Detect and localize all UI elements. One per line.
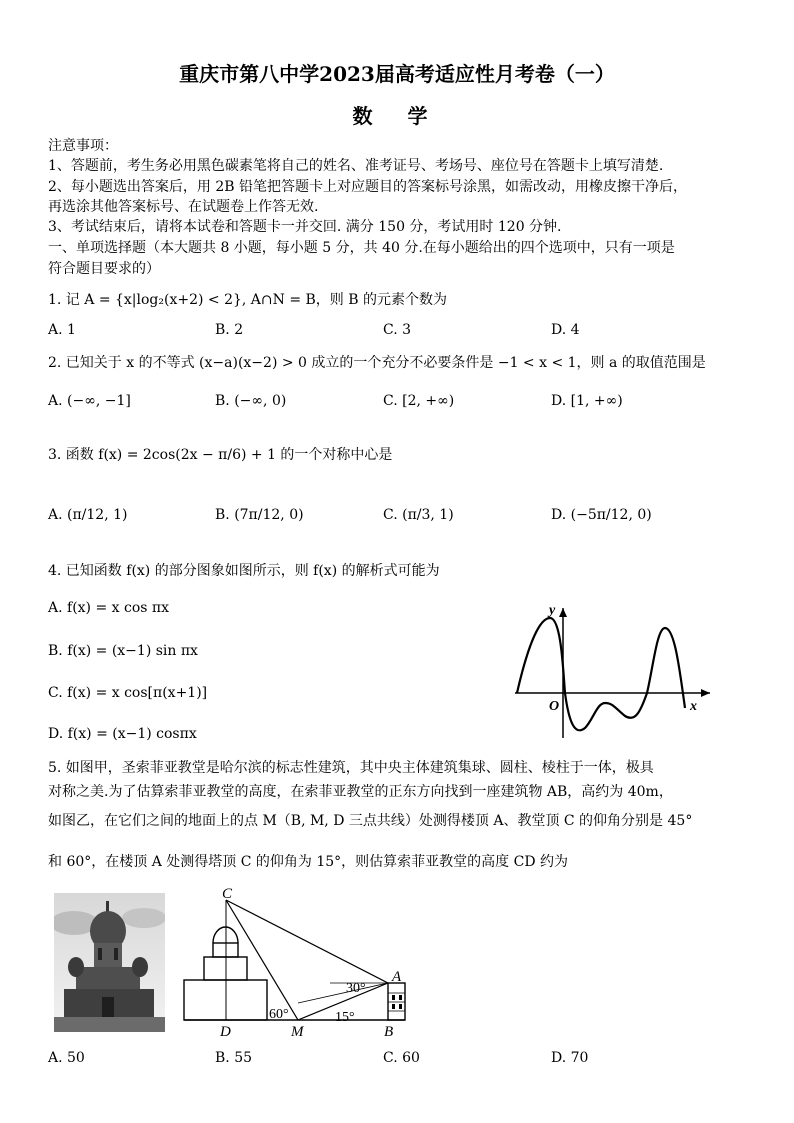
- curve: [517, 618, 685, 730]
- question-2-stem: 2. 已知关于 x 的不等式 (x−a)(x−2) > 0 成立的一个充分不必要条件是 −1 < x < 1，则 a 的取值范围是: [48, 355, 706, 371]
- y-axis-arrow: [559, 608, 567, 617]
- question-2-option-d: D. [1, +∞): [551, 393, 623, 409]
- x-axis-arrow: [701, 689, 710, 697]
- angle-60-label: 60°: [269, 1007, 289, 1022]
- question-5-stem-line2: 对称之美.为了估算索菲亚教堂的高度，在索菲亚教堂的正东方向找到一座建筑物 AB，高约为 40m，: [48, 784, 673, 800]
- y-label: y: [549, 603, 556, 618]
- notice-item-3: 3、考试结束后，请将本试卷和答题卡一并交回. 满分 150 分，考试用时 120 分钟.: [48, 219, 562, 235]
- question-5-option-a: A. 50: [48, 1050, 85, 1066]
- subject-title: 数 学: [352, 104, 442, 128]
- question-2-option-a: A. (−∞, −1]: [48, 393, 131, 409]
- question-5-option-d: D. 70: [551, 1050, 589, 1066]
- question-2-option-b: B. (−∞, 0): [215, 393, 287, 409]
- label-A: A: [392, 969, 402, 985]
- question-5-stem-line3: 如图乙，在它们之间的地面上的点 M（B, M, D 三点共线）处测得楼顶 A、教堂顶 C 的仰角分别是 45°: [48, 813, 693, 829]
- question-5-option-c: C. 60: [383, 1050, 420, 1066]
- label-M: M: [291, 1024, 304, 1040]
- section-heading-line1: 一、单项选择题（本大题共 8 小题，每小题 5 分，共 40 分.在每小题给出的四个选项中，只有一项是: [48, 240, 675, 256]
- question-3-option-c: C. (π/3, 1): [383, 507, 454, 523]
- geometry-figure: [180, 885, 412, 1040]
- line-horizontal-15: [298, 983, 388, 1003]
- question-4-option-c: C. f(x) = x cos[π(x+1)]: [48, 685, 208, 701]
- question-2-option-c: C. [2, +∞): [383, 393, 455, 409]
- notice-item-2-cont: 再选涂其他答案标号、在试题卷上作答无效.: [48, 199, 319, 215]
- question-5-stem-line4: 和 60°，在楼顶 A 处测得塔顶 C 的仰角为 15°，则估算索菲亚教堂的高度 CD 约为: [48, 854, 568, 870]
- question-4-option-b: B. f(x) = (x−1) sin πx: [48, 643, 198, 659]
- question-4-option-d: D. f(x) = (x−1) cosπx: [48, 726, 197, 742]
- question-4-stem: 4. 已知函数 f(x) 的部分图象如图所示，则 f(x) 的解析式可能为: [48, 563, 440, 579]
- question-3-option-a: A. (π/12, 1): [48, 507, 128, 523]
- question-3-option-d: D. (−5π/12, 0): [551, 507, 652, 523]
- angle-15-label: 15°: [335, 1010, 355, 1025]
- angle-30-label: 30°: [346, 981, 366, 996]
- x-label: x: [690, 699, 697, 714]
- origin-label: O: [549, 699, 560, 714]
- function-graph: [505, 598, 720, 743]
- question-5-option-b: B. 55: [215, 1050, 253, 1066]
- question-5-stem-line1: 5. 如图甲，圣索菲亚教堂是哈尔滨的标志性建筑，其中央主体建筑集球、圆柱、棱柱于一体，极具: [48, 760, 654, 776]
- building-AB: [388, 983, 405, 1020]
- question-1-option-a: A. 1: [48, 322, 76, 338]
- notice-item-1: 1、答题前，考生务必用黑色碳素笔将自己的姓名、准考证号、考场号、座位号在答题卡上填写清楚.: [48, 158, 664, 174]
- label-C: C: [222, 886, 233, 902]
- question-1-option-b: B. 2: [215, 322, 244, 338]
- label-B: B: [384, 1024, 394, 1040]
- notice-item-2: 2、每小题选出答案后，用 2B 铅笔把答题卡上对应题目的答案标号涂黑，如需改动，用橡皮擦干净后，: [48, 179, 688, 195]
- label-D: D: [220, 1024, 231, 1040]
- page-title: 重庆市第八中学2023届高考适应性月考卷（一）: [179, 62, 615, 86]
- question-1-option-c: C. 3: [383, 322, 412, 338]
- question-3-stem: 3. 函数 f(x) = 2cos(2x − π/6) + 1 的一个对称中心是: [48, 447, 393, 463]
- cathedral-photo: [54, 893, 165, 1032]
- question-1-stem: 1. 记 A = {x|log₂(x+2) < 2}, A∩N = B，则 B 的元素个数为: [48, 292, 447, 308]
- notice-heading: 注意事项：: [48, 138, 118, 154]
- section-heading-line2: 符合题目要求的）: [48, 261, 160, 277]
- question-3-option-b: B. (7π/12, 0): [215, 507, 304, 523]
- question-4-option-a: A. f(x) = x cos πx: [48, 600, 169, 616]
- question-1-option-d: D. 4: [551, 322, 580, 338]
